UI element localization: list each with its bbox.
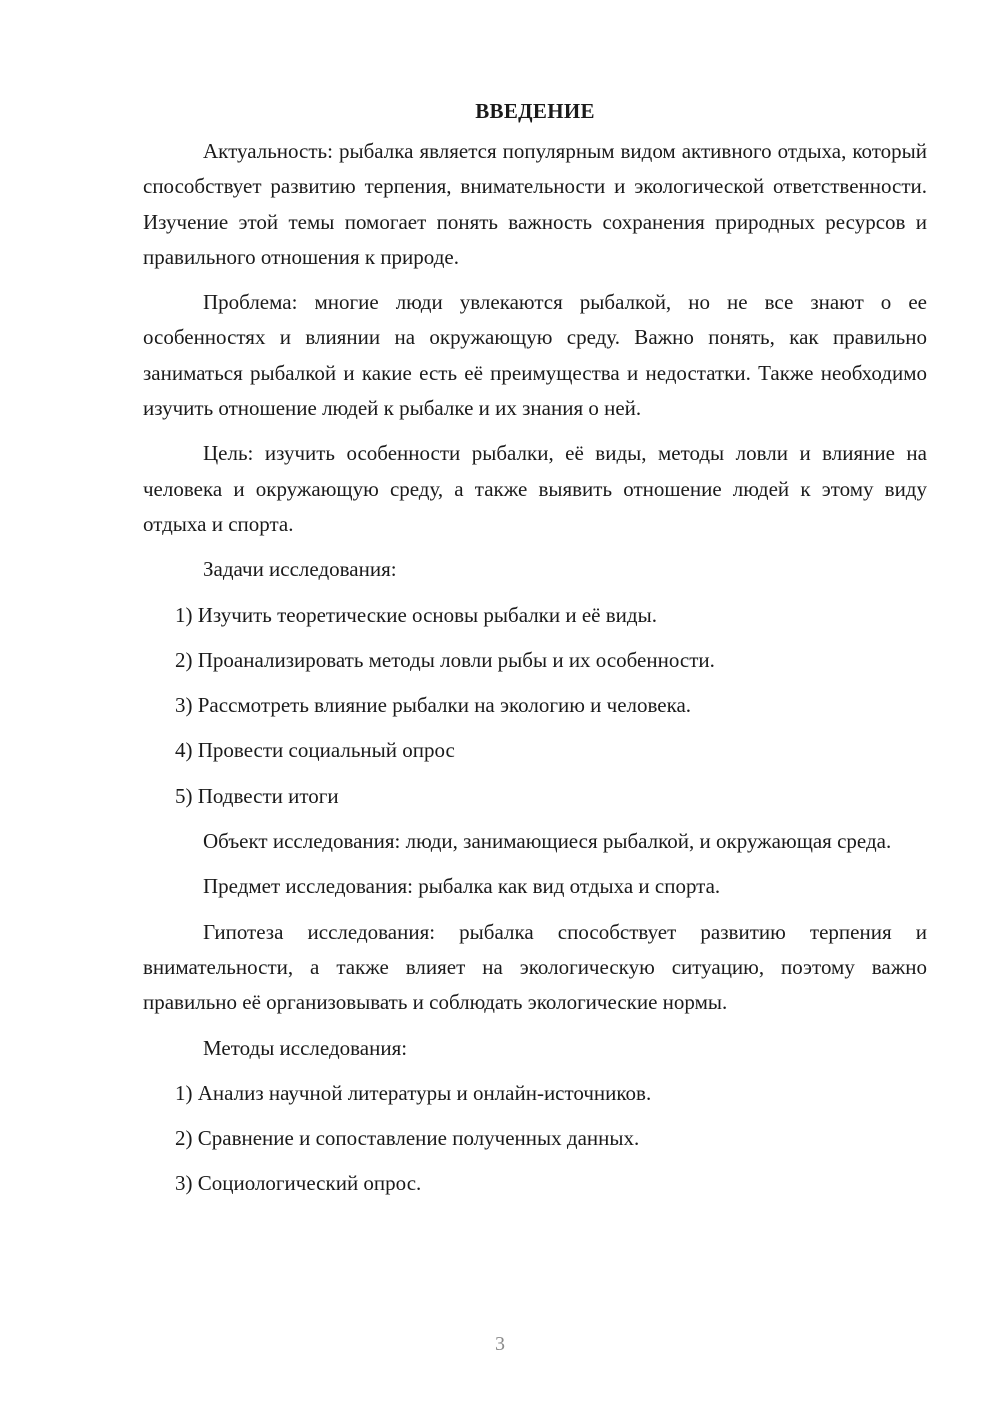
list-item: 4) Провести социальный опрос bbox=[175, 738, 455, 763]
document-page bbox=[143, 94, 927, 1212]
tasks-title: Задачи исследования: bbox=[203, 557, 397, 582]
methods-list bbox=[143, 1076, 927, 1202]
problem-paragraph: Проблема: многие люди увлекаются рыбалкой, но не все знают о ее особенностях и влиянии на окружающую среду. Важно понять, как правильно заниматься рыбалкой и какие есть её преимущества и недостатки. Также необходимо изучить отношение людей к рыбалке и их знания о ней. bbox=[143, 290, 927, 421]
goal-paragraph: Цель: изучить особенности рыбалки, её виды, методы ловли и влияние на человека и окружающую среду, а также выявить отношение людей к этому виду отдыха и спорта. bbox=[143, 441, 927, 536]
list-item: 3) Социологический опрос. bbox=[175, 1171, 422, 1196]
page-number: 3 bbox=[495, 1333, 505, 1355]
subject-paragraph: Предмет исследования: рыбалка как вид отдыха и спорта. bbox=[203, 874, 721, 899]
list-item: 1) Анализ научной литературы и онлайн-источников. bbox=[175, 1080, 652, 1105]
list-item: 2) Проанализировать методы ловли рыбы и их особенности. bbox=[175, 647, 715, 672]
list-item: 3) Рассмотреть влияние рыбалки на экологию и человека. bbox=[175, 693, 692, 718]
object-paragraph: Объект исследования: люди, занимающиеся рыбалкой, и окружающая среда. bbox=[203, 829, 892, 854]
page-title: ВВЕДЕНИЕ bbox=[475, 99, 595, 123]
hypothesis-paragraph: Гипотеза исследования: рыбалка способствует развитию терпения и внимательности, а также влияет на экологическую ситуацию, поэтому важно правильно её организовывать и соблюдать экологические нормы. bbox=[143, 919, 927, 1015]
relevance-paragraph: Актуальность: рыбалка является популярным видом активного отдыха, который способствует развитию терпения, внимательности и экологической ответственности. Изучение этой темы помогает понять важность сохранения природных ресурсов и правильного отношения к природе. bbox=[143, 139, 927, 269]
list-item: 5) Подвести итоги bbox=[175, 783, 339, 808]
list-item: 1) Изучить теоретические основы рыбалки и её виды. bbox=[175, 602, 657, 627]
tasks-list bbox=[143, 598, 927, 814]
methods-title: Методы исследования: bbox=[203, 1035, 408, 1060]
list-item: 2) Сравнение и сопоставление полученных данных. bbox=[175, 1126, 640, 1151]
